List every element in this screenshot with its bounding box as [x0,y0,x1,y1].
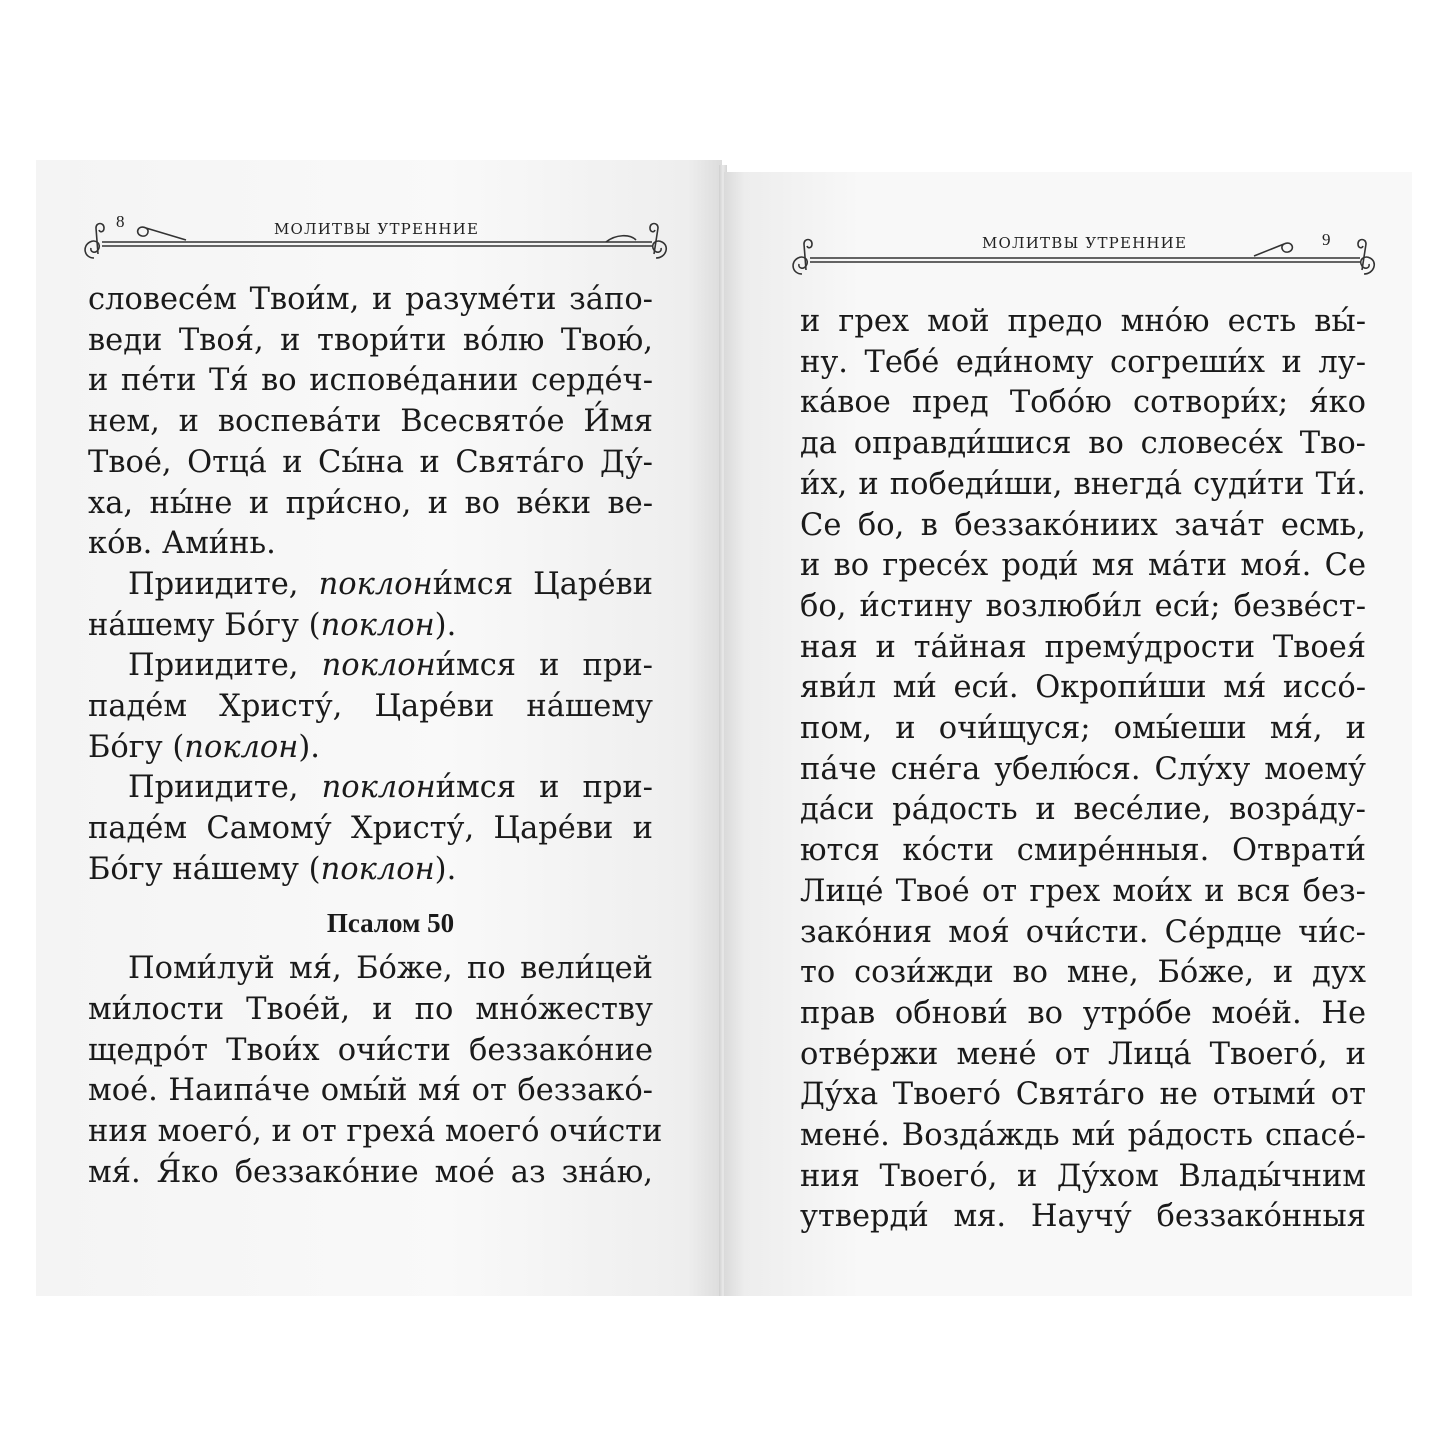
text-line: ния Твоего́, и Ду́хом Влады́чним [800,1158,1366,1194]
text-line: ная и та́йная прему́дрости Твоея́ [800,629,1366,665]
rubric-italic: поклон [184,729,299,765]
rubric-italic: поклон [321,648,436,684]
left-page [36,160,722,1296]
text-line: Поми́луй мя́, Бо́же, по вели́цей [128,951,653,987]
text-line: Ду́ха Твоего́ Свята́го не отыми́ от [800,1077,1366,1113]
text-line: яви́л ми́ еси́. Окропи́ши мя́ иссо́- [800,670,1366,706]
text-line: ну. Тебе́ еди́ному согреши́х и лу- [800,344,1366,380]
text-line: мя́. Я́ко беззако́ние мое́ аз зна́ю, [88,1154,653,1190]
text-line: веди Твоя́, и твори́ти во́лю Твою́, [88,322,653,358]
page-number-left: 8 [116,212,125,231]
header-ornament-right-icon [784,236,1384,286]
text-line: Се бо, в беззако́ниих зача́т есмь, [800,507,1366,543]
running-head-left: МОЛИТВЫ УТРЕННИЕ [274,220,480,238]
rubric-italic: поклон [321,770,436,806]
page-number-right: 9 [1322,230,1331,249]
text-line: Лице́ Твое́ от грех мои́х и вся без- [800,873,1366,909]
text-line: да́си ра́дость и весе́лие, возра́ду- [800,792,1366,828]
text-line: словесе́м Твои́м, и разуме́ти за́по- [88,282,653,317]
right-page-text [800,302,1366,1238]
text-line: и во гресе́х роди́ мя ма́ти моя́. Се [800,548,1366,584]
text-line: бо, и́стину возлюби́л еси́; безве́ст- [800,588,1366,624]
psalm-heading: Псалом 50 [326,907,455,938]
text-line: прав обнови́ во утро́бе мое́й. Не [800,995,1366,1031]
text-line: мое́. Наипа́че омы́й мя́ от беззако́- [88,1073,653,1109]
rubric-italic: поклон [320,607,435,643]
right-page [724,172,1412,1296]
text-line: ются ко́сти смире́нныя. Отврати́ [800,833,1366,869]
text-line: Приидите, поклони́мся и при- [128,648,653,684]
text-line: ка́вое пред Тобо́ю сотвори́х; я́ко [800,385,1366,421]
left-page-text [88,280,663,1193]
text-line: паде́м Самому́ Христу́, Царе́ви и [88,811,653,847]
header-ornament-left-icon [76,220,676,270]
text-line: ко́в. Ами́нь. [88,526,276,562]
text-line: ми́лости Твое́й, и по мно́жеству [88,991,653,1027]
text-line: паде́м Христу́, Царе́ви на́шему [88,689,653,725]
text-line: Твое́, Отца́ и Сы́на и Свята́го Ду́- [88,444,653,480]
text-line: то сози́жди во мне, Бо́же, и дух [800,955,1366,991]
text-line: па́че сне́га убелю́ся. Слу́ху моему́ [800,751,1366,787]
rubric-italic: поклон [318,566,433,602]
text-line: пом, и очи́щуся; омы́еши мя́, и [800,711,1366,747]
rubric-italic: поклон [320,851,435,887]
text-line: да оправди́шися во словесе́х Тво- [800,426,1366,462]
text-line: Бо́гу на́шему (поклон). [88,851,457,887]
text-line: Приидите, поклони́мся и при- [128,770,653,806]
running-head-right: МОЛИТВЫ УТРЕННИЕ [982,234,1188,252]
text-line: и грех мой предо мно́ю есть вы́- [800,304,1366,339]
text-line: нем, и воспева́ти Всесвято́е И́мя [88,404,653,440]
text-line: ния моего́, и от греха́ моего́ очи́сти [88,1114,663,1150]
text-line: Бо́гу (поклон). [88,729,320,765]
text-line: ха, ны́не и при́сно, и во ве́ки ве- [88,485,653,521]
text-line: зако́ния моя́ очи́сти. Се́рдце чи́с- [800,914,1366,950]
text-line: щедро́т Твои́х очи́сти беззако́ние [88,1032,653,1068]
text-line: Приидите, поклони́мся Царе́ви [128,566,653,602]
text-line: и пе́ти Тя́ во испове́дании серде́ч- [88,363,653,399]
text-line: мене́. Возда́ждь ми́ ра́дость спасе́- [800,1118,1366,1154]
text-line: на́шему Бо́гу (поклон). [88,607,457,643]
text-line: отве́ржи мене́ от Лица́ Твоего́, и [800,1036,1366,1072]
text-line: утверди́ мя. Научу́ беззако́нныя [800,1199,1366,1235]
text-line: и́х, и победи́ши, внегда́ суди́ти Ти́. [800,466,1366,502]
